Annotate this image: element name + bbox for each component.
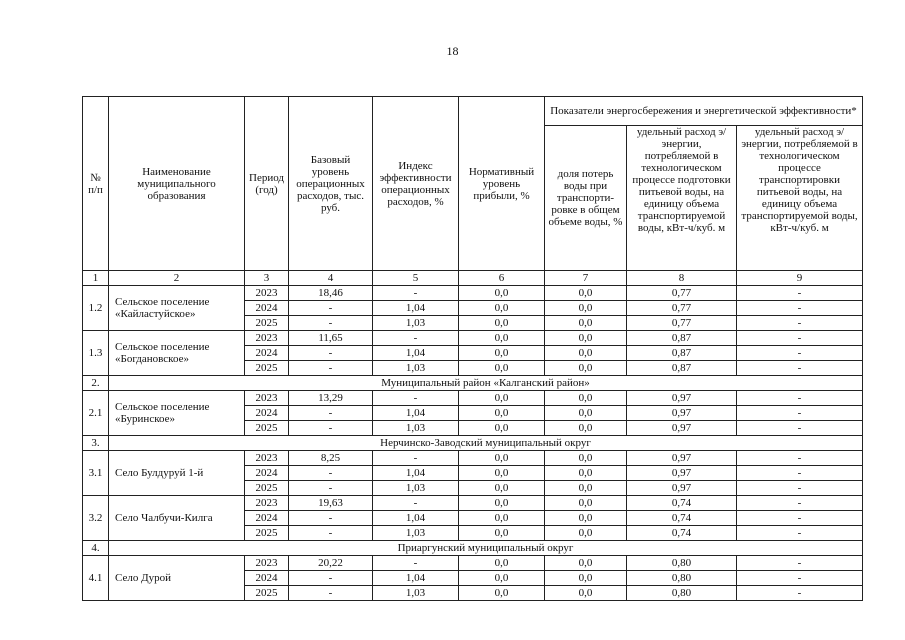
specific-transport-cell: - bbox=[737, 511, 863, 526]
profit-level-cell: 0,0 bbox=[459, 361, 545, 376]
entity-name: Село Чалбучи-Килга bbox=[109, 496, 245, 541]
page-number: 18 bbox=[446, 44, 459, 58]
period-cell: 2025 bbox=[245, 586, 289, 601]
column-number: 9 bbox=[737, 271, 863, 286]
specific-prep-cell: 0,97 bbox=[627, 451, 737, 466]
table-row bbox=[83, 331, 863, 346]
column-number: 3 bbox=[245, 271, 289, 286]
specific-transport-cell: - bbox=[737, 406, 863, 421]
section-title: Муниципальный район «Калганский район» bbox=[109, 376, 863, 391]
profit-level-cell: 0,0 bbox=[459, 511, 545, 526]
entity-name: Село Булдуруй 1-й bbox=[109, 451, 245, 496]
base-level-cell: 8,25 bbox=[289, 451, 373, 466]
water-losses-cell: 0,0 bbox=[545, 331, 627, 346]
efficiency-index-cell: - bbox=[373, 556, 459, 571]
table-row bbox=[83, 556, 863, 571]
period-cell: 2024 bbox=[245, 406, 289, 421]
header-base-level: Базовый уровень операционных расходов, тыс. руб. bbox=[289, 97, 373, 271]
specific-transport-cell: - bbox=[737, 346, 863, 361]
specific-prep-cell: 0,74 bbox=[627, 511, 737, 526]
water-losses-cell: 0,0 bbox=[545, 556, 627, 571]
profit-level-cell: 0,0 bbox=[459, 466, 545, 481]
water-losses-cell: 0,0 bbox=[545, 346, 627, 361]
specific-transport-cell: - bbox=[737, 391, 863, 406]
section-title: Приаргунский муниципальный округ bbox=[109, 541, 863, 556]
profit-level-cell: 0,0 bbox=[459, 526, 545, 541]
tariff-table bbox=[82, 96, 863, 601]
water-losses-cell: 0,0 bbox=[545, 511, 627, 526]
entity-index: 4.1 bbox=[83, 556, 109, 601]
period-cell: 2024 bbox=[245, 346, 289, 361]
period-cell: 2025 bbox=[245, 361, 289, 376]
specific-prep-cell: 0,77 bbox=[627, 301, 737, 316]
profit-level-cell: 0,0 bbox=[459, 586, 545, 601]
period-cell: 2024 bbox=[245, 571, 289, 586]
specific-prep-cell: 0,74 bbox=[627, 526, 737, 541]
specific-transport-cell: - bbox=[737, 421, 863, 436]
water-losses-cell: 0,0 bbox=[545, 391, 627, 406]
table-row bbox=[83, 451, 863, 466]
specific-transport-cell: - bbox=[737, 361, 863, 376]
base-level-cell: - bbox=[289, 526, 373, 541]
efficiency-index-cell: 1,04 bbox=[373, 571, 459, 586]
water-losses-cell: 0,0 bbox=[545, 361, 627, 376]
column-number: 2 bbox=[109, 271, 245, 286]
base-level-cell: - bbox=[289, 511, 373, 526]
specific-prep-cell: 0,97 bbox=[627, 406, 737, 421]
profit-level-cell: 0,0 bbox=[459, 301, 545, 316]
profit-level-cell: 0,0 bbox=[459, 331, 545, 346]
profit-level-cell: 0,0 bbox=[459, 481, 545, 496]
specific-prep-cell: 0,87 bbox=[627, 331, 737, 346]
section-index: 4. bbox=[83, 541, 109, 556]
specific-transport-cell: - bbox=[737, 466, 863, 481]
header-period: Период (год) bbox=[245, 97, 289, 271]
efficiency-index-cell: 1,03 bbox=[373, 361, 459, 376]
efficiency-index-cell: - bbox=[373, 286, 459, 301]
section-index: 2. bbox=[83, 376, 109, 391]
efficiency-index-cell: - bbox=[373, 496, 459, 511]
specific-transport-cell: - bbox=[737, 451, 863, 466]
base-level-cell: 18,46 bbox=[289, 286, 373, 301]
efficiency-index-cell: 1,04 bbox=[373, 301, 459, 316]
water-losses-cell: 0,0 bbox=[545, 586, 627, 601]
efficiency-index-cell: 1,03 bbox=[373, 526, 459, 541]
profit-level-cell: 0,0 bbox=[459, 451, 545, 466]
specific-transport-cell: - bbox=[737, 316, 863, 331]
section-title: Нерчинско-Заводский муниципальный округ bbox=[109, 436, 863, 451]
period-cell: 2023 bbox=[245, 331, 289, 346]
period-cell: 2025 bbox=[245, 481, 289, 496]
profit-level-cell: 0,0 bbox=[459, 496, 545, 511]
water-losses-cell: 0,0 bbox=[545, 481, 627, 496]
specific-transport-cell: - bbox=[737, 571, 863, 586]
base-level-cell: - bbox=[289, 586, 373, 601]
profit-level-cell: 0,0 bbox=[459, 421, 545, 436]
water-losses-cell: 0,0 bbox=[545, 526, 627, 541]
efficiency-index-cell: - bbox=[373, 451, 459, 466]
entity-index: 1.3 bbox=[83, 331, 109, 376]
specific-transport-cell: - bbox=[737, 586, 863, 601]
specific-prep-cell: 0,77 bbox=[627, 316, 737, 331]
water-losses-cell: 0,0 bbox=[545, 466, 627, 481]
period-cell: 2025 bbox=[245, 316, 289, 331]
entity-name: Сельское поселение «Буринское» bbox=[109, 391, 245, 436]
water-losses-cell: 0,0 bbox=[545, 286, 627, 301]
specific-prep-cell: 0,80 bbox=[627, 571, 737, 586]
header-efficiency-index: Индекс эффективности операционных расходов, % bbox=[373, 97, 459, 271]
profit-level-cell: 0,0 bbox=[459, 286, 545, 301]
profit-level-cell: 0,0 bbox=[459, 316, 545, 331]
profit-level-cell: 0,0 bbox=[459, 556, 545, 571]
specific-transport-cell: - bbox=[737, 301, 863, 316]
base-level-cell: 20,22 bbox=[289, 556, 373, 571]
water-losses-cell: 0,0 bbox=[545, 421, 627, 436]
efficiency-index-cell: 1,03 bbox=[373, 421, 459, 436]
specific-prep-cell: 0,97 bbox=[627, 481, 737, 496]
column-number: 7 bbox=[545, 271, 627, 286]
column-number: 5 bbox=[373, 271, 459, 286]
profit-level-cell: 0,0 bbox=[459, 346, 545, 361]
water-losses-cell: 0,0 bbox=[545, 406, 627, 421]
specific-prep-cell: 0,97 bbox=[627, 391, 737, 406]
specific-transport-cell: - bbox=[737, 526, 863, 541]
base-level-cell: - bbox=[289, 301, 373, 316]
specific-transport-cell: - bbox=[737, 496, 863, 511]
base-level-cell: - bbox=[289, 571, 373, 586]
section-index: 3. bbox=[83, 436, 109, 451]
efficiency-index-cell: 1,04 bbox=[373, 466, 459, 481]
period-cell: 2023 bbox=[245, 451, 289, 466]
period-cell: 2024 bbox=[245, 511, 289, 526]
profit-level-cell: 0,0 bbox=[459, 406, 545, 421]
specific-transport-cell: - bbox=[737, 286, 863, 301]
entity-name: Село Дурой bbox=[109, 556, 245, 601]
efficiency-index-cell: 1,03 bbox=[373, 481, 459, 496]
header-no: № п/п bbox=[83, 97, 109, 271]
entity-name: Сельское поселение «Богдановское» bbox=[109, 331, 245, 376]
water-losses-cell: 0,0 bbox=[545, 496, 627, 511]
efficiency-index-cell: 1,04 bbox=[373, 511, 459, 526]
header-specific-prep: удельный расход э/энергии, потребляемой в технологическом процессе подготовки питьевой воды, на единицу объема транспортируемой воды, кВт-ч/куб. м bbox=[627, 126, 737, 271]
specific-prep-cell: 0,87 bbox=[627, 346, 737, 361]
column-number: 6 bbox=[459, 271, 545, 286]
water-losses-cell: 0,0 bbox=[545, 301, 627, 316]
specific-prep-cell: 0,77 bbox=[627, 286, 737, 301]
entity-index: 3.2 bbox=[83, 496, 109, 541]
period-cell: 2023 bbox=[245, 496, 289, 511]
profit-level-cell: 0,0 bbox=[459, 391, 545, 406]
header-profit-level: Нормативный уровень прибыли, % bbox=[459, 97, 545, 271]
section-row bbox=[83, 541, 863, 556]
specific-transport-cell: - bbox=[737, 481, 863, 496]
section-row bbox=[83, 376, 863, 391]
period-cell: 2025 bbox=[245, 421, 289, 436]
water-losses-cell: 0,0 bbox=[545, 316, 627, 331]
specific-transport-cell: - bbox=[737, 331, 863, 346]
column-number: 1 bbox=[83, 271, 109, 286]
header-water-losses: доля потерь воды при транспорти-ровке в общем объеме воды, % bbox=[545, 126, 627, 271]
base-level-cell: 19,63 bbox=[289, 496, 373, 511]
header-name: Наименование муниципального образования bbox=[109, 97, 245, 271]
efficiency-index-cell: 1,03 bbox=[373, 586, 459, 601]
base-level-cell: 11,65 bbox=[289, 331, 373, 346]
water-losses-cell: 0,0 bbox=[545, 571, 627, 586]
base-level-cell: - bbox=[289, 406, 373, 421]
entity-name: Сельское поселение «Кайластуйское» bbox=[109, 286, 245, 331]
base-level-cell: - bbox=[289, 421, 373, 436]
efficiency-index-cell: 1,04 bbox=[373, 406, 459, 421]
base-level-cell: - bbox=[289, 316, 373, 331]
table-row bbox=[83, 286, 863, 301]
base-level-cell: - bbox=[289, 481, 373, 496]
profit-level-cell: 0,0 bbox=[459, 571, 545, 586]
specific-prep-cell: 0,74 bbox=[627, 496, 737, 511]
specific-prep-cell: 0,80 bbox=[627, 586, 737, 601]
column-number: 8 bbox=[627, 271, 737, 286]
table-row bbox=[83, 391, 863, 406]
period-cell: 2023 bbox=[245, 556, 289, 571]
period-cell: 2025 bbox=[245, 526, 289, 541]
specific-prep-cell: 0,80 bbox=[627, 556, 737, 571]
entity-index: 1.2 bbox=[83, 286, 109, 331]
efficiency-index-cell: - bbox=[373, 331, 459, 346]
base-level-cell: - bbox=[289, 361, 373, 376]
period-cell: 2023 bbox=[245, 391, 289, 406]
base-level-cell: 13,29 bbox=[289, 391, 373, 406]
specific-transport-cell: - bbox=[737, 556, 863, 571]
header-energy-group: Показатели энергосбережения и энергетической эффективности* bbox=[545, 97, 863, 126]
base-level-cell: - bbox=[289, 466, 373, 481]
efficiency-index-cell: 1,03 bbox=[373, 316, 459, 331]
water-losses-cell: 0,0 bbox=[545, 451, 627, 466]
efficiency-index-cell: - bbox=[373, 391, 459, 406]
entity-index: 2.1 bbox=[83, 391, 109, 436]
section-row bbox=[83, 436, 863, 451]
table-row bbox=[83, 496, 863, 511]
period-cell: 2024 bbox=[245, 466, 289, 481]
specific-prep-cell: 0,87 bbox=[627, 361, 737, 376]
header-specific-transport: удельный расход э/энергии, потребляемой в технологическом процессе транспортировки питьевой воды, на единицу объема транспортируемой воды, кВт-ч/куб. м bbox=[737, 126, 863, 271]
column-number: 4 bbox=[289, 271, 373, 286]
base-level-cell: - bbox=[289, 346, 373, 361]
period-cell: 2023 bbox=[245, 286, 289, 301]
specific-prep-cell: 0,97 bbox=[627, 421, 737, 436]
entity-index: 3.1 bbox=[83, 451, 109, 496]
efficiency-index-cell: 1,04 bbox=[373, 346, 459, 361]
specific-prep-cell: 0,97 bbox=[627, 466, 737, 481]
period-cell: 2024 bbox=[245, 301, 289, 316]
